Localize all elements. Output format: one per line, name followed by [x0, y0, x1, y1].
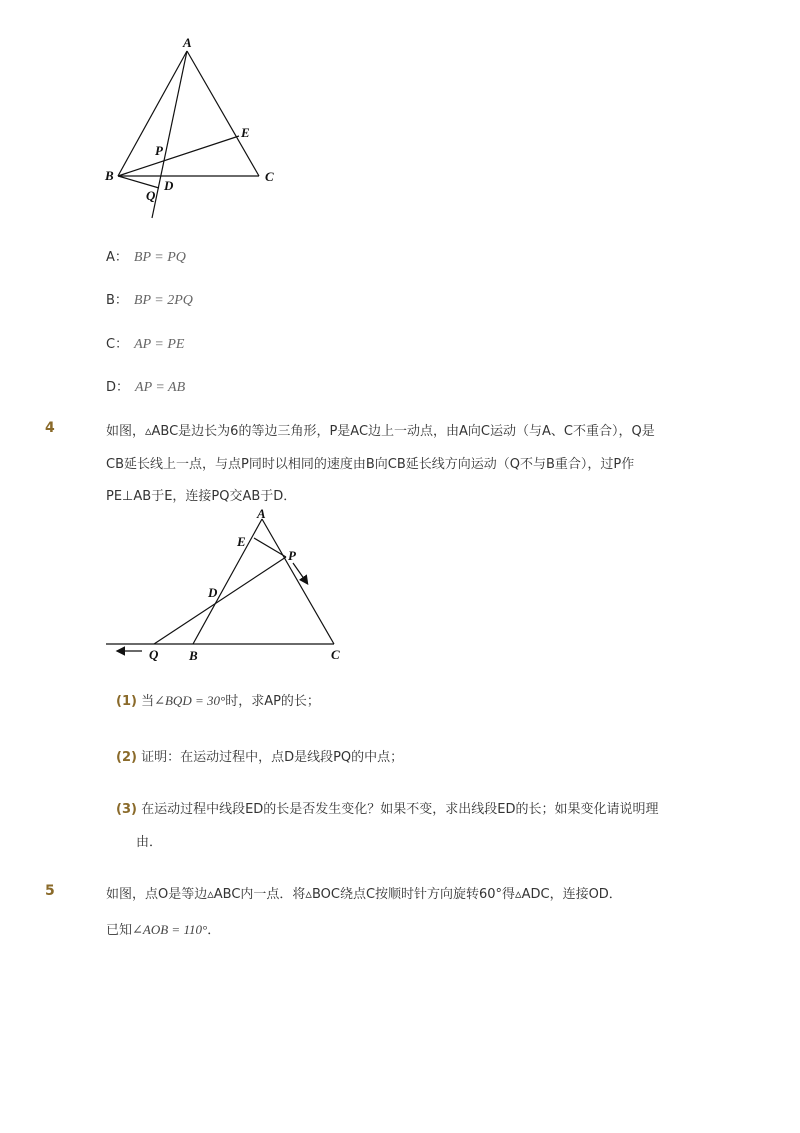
label-A: A	[257, 506, 266, 521]
part-text: 当	[141, 694, 155, 709]
question-number-5: 5	[45, 883, 55, 899]
option-a[interactable]	[106, 246, 186, 266]
label-C: C	[265, 169, 274, 184]
option-b[interactable]	[106, 289, 193, 309]
option-c[interactable]	[106, 333, 184, 353]
part-number: (1)	[116, 694, 137, 709]
option-math: BP = PQ	[133, 250, 186, 265]
q5-text-line1: 如图，点O是等边▵ABC内一点．将▵BOC绕点C按顺时针方向旋转60°得▵ADC，连接OD．	[106, 887, 622, 902]
label-D: D	[164, 178, 174, 193]
figure-2	[100, 505, 360, 665]
q5-text-line2	[106, 919, 220, 938]
label-B: B	[189, 648, 198, 663]
option-letter: D：	[106, 380, 130, 395]
q4-part-1	[116, 690, 320, 709]
q4-text-line2: CB延长线上一点，与点P同时以相同的速度由B向CB延长线方向运动（Q不与B重合），过P作	[106, 457, 635, 472]
label-P: P	[288, 548, 296, 563]
q5-text: ．	[207, 923, 221, 938]
part-text: 在运动过程中线段ED的长是否发生变化？如果不变，求出线段ED的长；如果变化请说明理	[141, 802, 659, 817]
option-letter: C：	[106, 337, 129, 352]
label-Q: Q	[149, 647, 159, 662]
q4-part-3-cont: 由．	[136, 835, 163, 850]
label-Q: Q	[146, 188, 156, 203]
option-math: AP = PE	[134, 337, 185, 352]
question-number-4: 4	[45, 420, 55, 436]
label-E: E	[237, 534, 246, 549]
part-text: 证明：在运动过程中，点D是线段PQ的中点；	[141, 750, 404, 765]
q4-part-2	[116, 746, 403, 765]
label-E: E	[241, 125, 250, 140]
label-A: A	[183, 35, 192, 50]
label-P: P	[155, 143, 163, 158]
part-number: (3)	[116, 802, 137, 817]
part-text: 时，求AP的长；	[225, 694, 320, 709]
figure-1	[95, 30, 295, 230]
q4-part-3	[116, 798, 659, 817]
part-number: (2)	[116, 750, 137, 765]
option-letter: B：	[106, 293, 128, 308]
q5-math: ∠AOB = 110°	[132, 922, 208, 937]
part-math: ∠BQD = 30°	[154, 693, 226, 708]
q5-text: 已知	[106, 923, 133, 938]
label-D: D	[208, 585, 218, 600]
q4-text-line3: PE⊥AB于E，连接PQ交AB于D．	[106, 489, 297, 504]
label-B: B	[105, 168, 114, 183]
q4-text-line1: 如图，▵ABC是边长为6的等边三角形，P是AC边上一动点，由A向C运动（与A、C不重合），Q是	[106, 424, 655, 439]
label-C: C	[331, 647, 340, 662]
option-d[interactable]	[106, 376, 185, 396]
option-math: AP = AB	[135, 380, 186, 395]
option-math: BP = 2PQ	[133, 293, 193, 308]
option-letter: A：	[106, 250, 128, 265]
